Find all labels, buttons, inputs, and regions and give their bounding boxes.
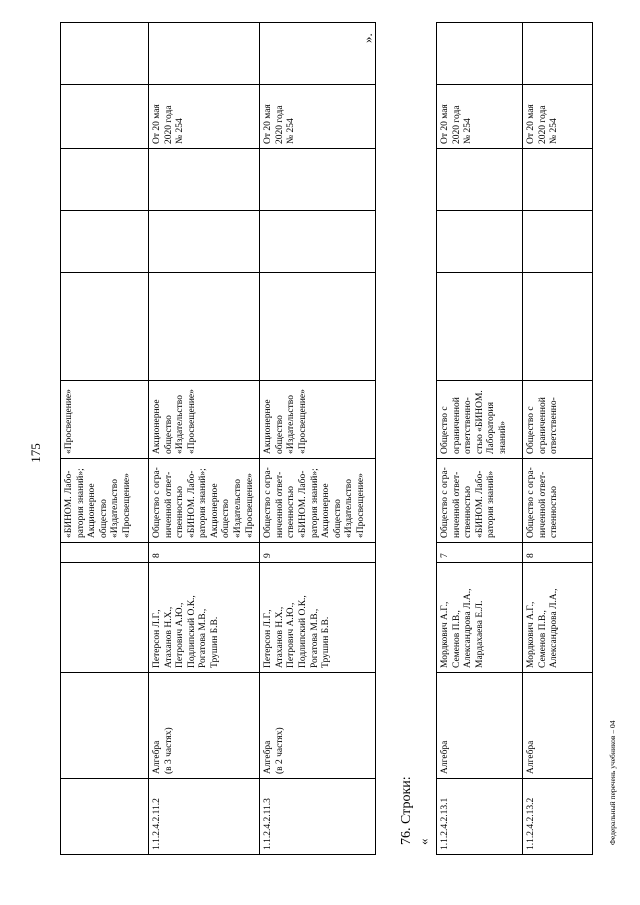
empty-cell (149, 149, 260, 211)
empty-cell (61, 23, 149, 85)
empty-cell (149, 23, 260, 85)
opening-quote: « (416, 838, 431, 845)
authors-cell: Петерсон Л.Г., Атаханов Н.Х., Петрович А.Ю., Подлипский О.К., Рогатова М.В., Трушин Б.В. (149, 563, 260, 673)
order-cell: От 20 мая 2020 года № 254 (523, 85, 593, 149)
authors-cell: Мордкович А.Г., Семенов П.В., Александрова Л.А., Мардахаева Е.Л. (437, 563, 523, 673)
table-row (523, 23, 593, 855)
empty-cell (523, 273, 593, 381)
empty-cell (437, 23, 523, 85)
subject-cell: Алгебра (523, 673, 593, 779)
publisher-cell: «БИНОМ. Лабо- ратория знаний»; Акционерное общество «Издательство «Просвещение» (61, 459, 149, 543)
authors-cell: Мордкович А.Г., Семенов П.В., Александрова Л.А., (523, 563, 593, 673)
order-cell: От 20 мая 2020 года № 254 (260, 85, 376, 149)
footer-text: Федеральный перечень учебников – 04 (608, 720, 617, 845)
code-cell: 1.1.2.4.2.11.3 (260, 779, 376, 855)
code-cell: 1.1.2.4.2.13.1 (437, 779, 523, 855)
top-table (60, 22, 376, 855)
grade-cell: 7 (437, 543, 523, 563)
closing-quote: ». (360, 33, 375, 43)
code-cell: 1.1.2.4.2.13.2 (523, 779, 593, 855)
rights-holder-cell: Общество с ограниченной ответственно- стью «БИНОМ. Лаборатория знаний» (437, 381, 523, 459)
grade-cell (61, 543, 149, 563)
empty-cell (260, 149, 376, 211)
empty-cell (149, 211, 260, 273)
bottom-table (436, 22, 593, 855)
empty-cell (260, 273, 376, 381)
empty-cell (260, 211, 376, 273)
empty-cell (437, 149, 523, 211)
rights-holder-cell: Акционерное общество «Издательство «Просвещение» (149, 381, 260, 459)
empty-cell (61, 211, 149, 273)
publisher-cell: Общество с огра- ниченной ответ- ственностью «БИНОМ. Лабо- ратория знаний»; Акционерное общество «Издательство «Просвещение» (149, 459, 260, 543)
empty-cell (523, 23, 593, 85)
subject-cell: Алгебра (в 3 частях) (149, 673, 260, 779)
rights-holder-cell: «Просвещение» (61, 381, 149, 459)
publisher-cell: Общество с огра- ниченной ответ- ственностью «БИНОМ. Лабо- ратория знаний»; Акционерное общество «Издательство «Просвещение» (260, 459, 376, 543)
table-row (437, 23, 523, 855)
table-row (149, 23, 260, 855)
empty-cell (523, 149, 593, 211)
section-heading: 76. Строки: (399, 776, 414, 845)
grade-cell: 9 (260, 543, 376, 563)
empty-cell (437, 273, 523, 381)
order-cell: От 20 мая 2020 года № 254 (149, 85, 260, 149)
grade-cell: 8 (523, 543, 593, 563)
empty-cell (523, 211, 593, 273)
grade-cell: 8 (149, 543, 260, 563)
authors-cell (61, 563, 149, 673)
order-cell: От 20 мая 2020 года № 254 (437, 85, 523, 149)
subject-cell (61, 673, 149, 779)
table-row (61, 23, 149, 855)
authors-cell: Петерсон Л.Г., Атаханов Н.Х., Петрович А.Ю., Подлипский О.К., Рогатова М.В., Трушин Б.В. (260, 563, 376, 673)
empty-cell (61, 149, 149, 211)
publisher-cell: Общество с огра- ниченной ответ- ственностью «БИНОМ. Лабо- ратория знаний» (437, 459, 523, 543)
page-number: 175 (28, 443, 43, 463)
empty-cell (149, 273, 260, 381)
subject-cell: Алгебра (437, 673, 523, 779)
code-cell (61, 779, 149, 855)
code-cell: 1.1.2.4.2.11.2 (149, 779, 260, 855)
publisher-cell: Общество с огра- ниченной ответ- ственностью (523, 459, 593, 543)
table-row (260, 23, 376, 855)
order-cell (61, 85, 149, 149)
empty-cell (437, 211, 523, 273)
rights-holder-cell: Общество с ограниченной ответственно- (523, 381, 593, 459)
empty-cell (61, 273, 149, 381)
rights-holder-cell: Акционерное общество «Издательство «Просвещение» (260, 381, 376, 459)
empty-cell (260, 23, 376, 85)
subject-cell: Алгебра (в 2 частях) (260, 673, 376, 779)
